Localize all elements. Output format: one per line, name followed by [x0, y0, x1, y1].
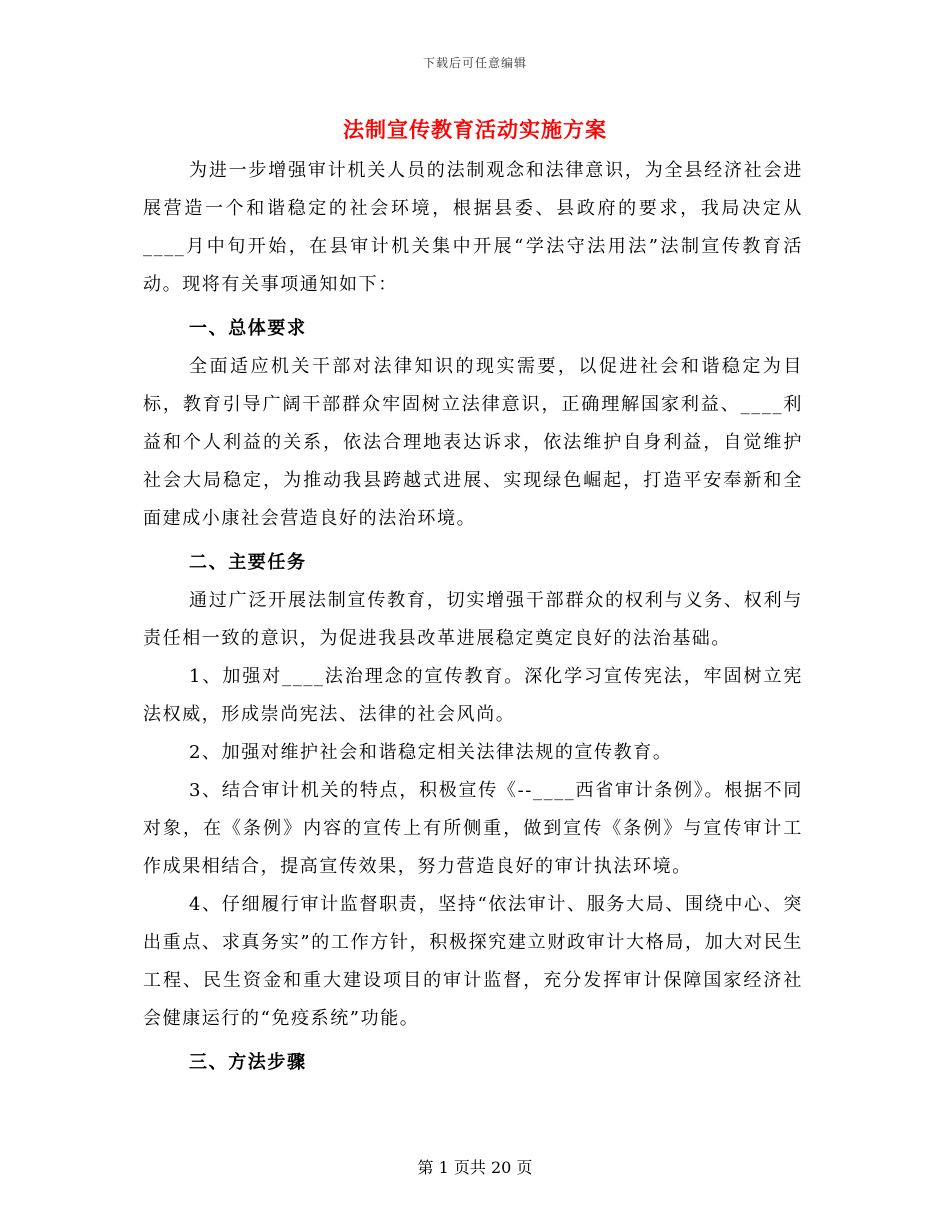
- section-paragraph-overall-requirements: 全面适应机关干部对法律知识的现实需要，以促进社会和谐稳定为目标，教育引导广阔干部群众牢固树立法律意识，正确理解国家利益、____利益和个人利益的关系，依法合理地表达诉求，依法维护自身利益，自觉维护社会大局稳定，为推动我县跨越式进展、实现绿色崛起，打造平安奉新和全面建成小康社会营造良好的法治环境。: [143, 356, 803, 529]
- task-item-2: 2、加强对维护社会和谐稳定相关法律法规的宣传教育。: [189, 742, 673, 763]
- document-title: 法制宣传教育活动实施方案: [343, 117, 607, 142]
- task-item-4: 4、仔细履行审计监督职责，坚持“依法审计、服务大局、围绕中心、突出重点、求真务实”的工作方针，积极探究建立财政审计大格局，加大对民生工程、民生资金和重大建设项目的审计监督，充分发挥审计保障国家经济社会健康运行的“免疫系统”功能。: [143, 894, 803, 1029]
- section-heading-method-steps: 三、方法步骤: [189, 1052, 307, 1073]
- section-heading-main-tasks: 二、主要任务: [189, 552, 307, 573]
- section-heading-overall-requirements: 一、总体要求: [189, 318, 307, 339]
- section-paragraph-main-tasks: 通过广泛开展法制宣传教育，切实增强干部群众的权利与义务、权利与责任相一致的意识，为促进我县改革进展稳定奠定良好的法治基础。: [143, 590, 803, 649]
- header-note: 下载后可任意编辑: [422, 56, 527, 70]
- document-body: [143, 152, 803, 1082]
- intro-paragraph: 为进一步增强审计机关人员的法制观念和法律意识，为全县经济社会进展营造一个和谐稳定的社会环境，根据县委、县政府的要求，我局决定从____月中旬开始，在县审计机关集中开展“学法守法用法”法制宣传教育活动。现将有关事项通知如下：: [143, 160, 803, 295]
- task-item-3: 3、结合审计机关的特点，积极宣传《--____西省审计条例》。根据不同对象，在《条例》内容的宣传上有所侧重，做到宣传《条例》与宣传审计工作成果相结合，提高宣传效果，努力营造良好的审计执法环境。: [143, 780, 803, 877]
- task-item-1: 1、加强对____法治理念的宣传教育。深化学习宣传宪法，牢固树立宪法权威，形成崇尚宪法、法律的社会风尚。: [143, 666, 803, 725]
- page-footer: 第 1 页共 20 页: [417, 1158, 533, 1177]
